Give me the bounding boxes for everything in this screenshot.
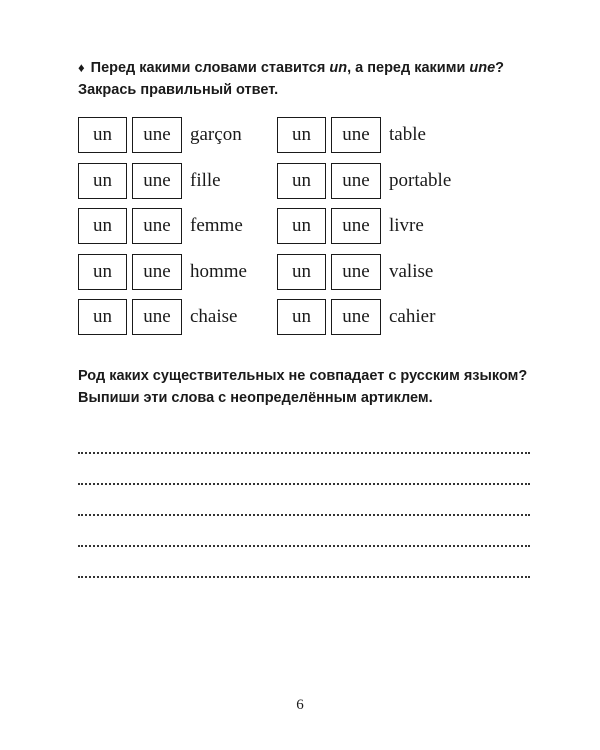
une-option-box[interactable]: une <box>331 117 381 153</box>
une-option-box[interactable]: une <box>132 208 182 244</box>
un-option-box[interactable]: un <box>78 117 127 153</box>
noun-word: fille <box>190 169 221 191</box>
answer-line[interactable] <box>78 423 530 454</box>
un-option-box[interactable]: un <box>277 254 326 290</box>
noun-word: femme <box>190 215 243 236</box>
task-2-subinstruction: Выпиши эти слова с неопределённым артиклем. <box>78 390 433 406</box>
une-option-box[interactable]: une <box>132 254 182 290</box>
un-option-box[interactable]: un <box>277 208 326 244</box>
answer-line[interactable] <box>78 547 530 578</box>
une-option-box[interactable]: une <box>331 208 381 244</box>
un-option-box[interactable]: un <box>78 254 127 290</box>
noun-word: livre <box>389 215 424 236</box>
task-1-instructions <box>78 57 504 101</box>
un-option-box[interactable]: un <box>277 163 326 199</box>
answer-line[interactable] <box>78 454 530 485</box>
diamond-icon: ♦ <box>78 60 85 75</box>
task-1-question: ♦ Перед какими словами ставится un, а перед какими une? <box>78 60 505 76</box>
un-option-box[interactable]: un <box>78 163 127 199</box>
noun-word: chaise <box>190 306 238 327</box>
answer-line[interactable] <box>78 485 530 516</box>
un-option-box[interactable]: un <box>277 299 326 335</box>
un-option-box[interactable]: un <box>78 299 127 335</box>
une-option-box[interactable]: une <box>331 254 381 290</box>
une-option-box[interactable]: une <box>132 163 182 199</box>
noun-word: cahier <box>389 306 436 327</box>
noun-word: garçon <box>190 124 242 145</box>
task-2-instructions <box>78 365 527 409</box>
une-option-box[interactable]: une <box>132 117 182 153</box>
noun-word: valise <box>389 260 434 282</box>
un-option-box[interactable]: un <box>277 117 326 153</box>
task-2-question: Род каких существительных не совпадает с русским языком? <box>78 368 528 384</box>
une-option-box[interactable]: une <box>331 299 381 335</box>
answer-lines <box>78 423 530 578</box>
noun-word: portable <box>389 169 452 191</box>
answer-line[interactable] <box>78 516 530 547</box>
page-number: 6 <box>296 697 304 713</box>
noun-word: table <box>389 124 426 145</box>
noun-word: homme <box>190 260 247 282</box>
task-1-subinstruction: Закрась правильный ответ. <box>78 82 279 98</box>
une-option-box[interactable]: une <box>132 299 182 335</box>
une-option-box[interactable]: une <box>331 163 381 199</box>
un-option-box[interactable]: un <box>78 208 127 244</box>
